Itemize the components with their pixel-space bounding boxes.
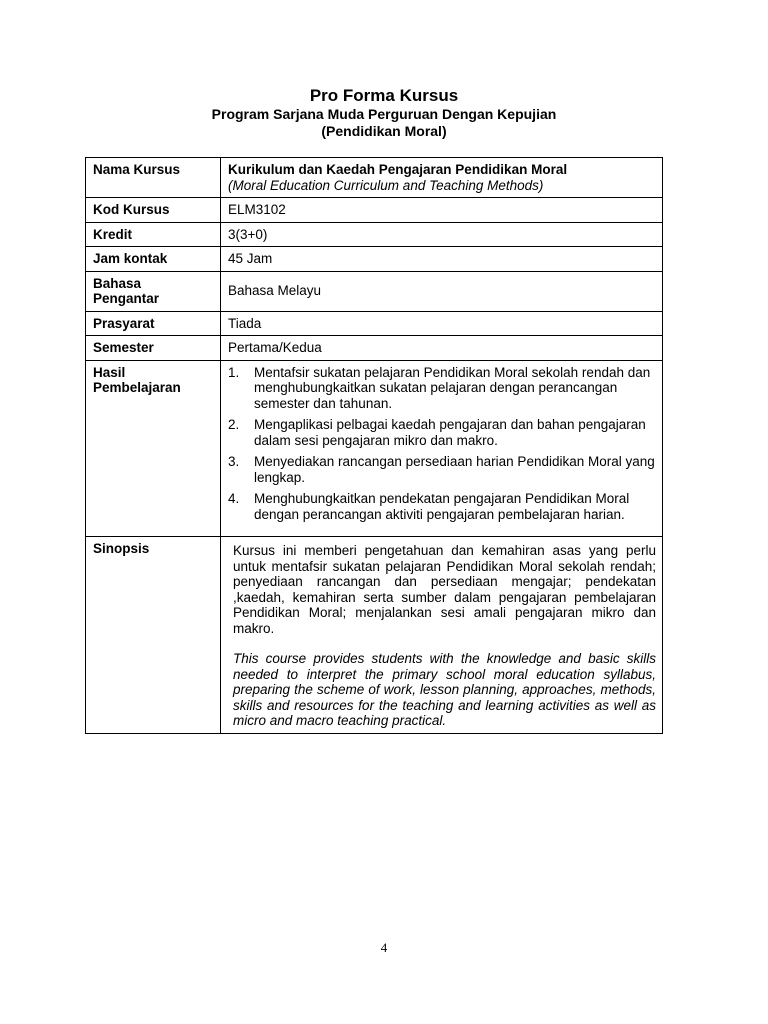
program-title: Program Sarjana Muda Perguruan Dengan Kepujian [211, 106, 557, 122]
value-bahasa-pengantar: Bahasa Melayu [221, 271, 663, 311]
row-semester [86, 336, 663, 361]
row-kod-kursus [86, 198, 663, 223]
label-hasil-line1: Hasil [93, 364, 126, 380]
page-number: 4 [380, 940, 388, 955]
document-header [0, 86, 768, 140]
row-jam-kontak [86, 247, 663, 272]
label-prasyarat: Prasyarat [86, 311, 221, 336]
learning-outcomes-list [228, 365, 655, 523]
list-item [228, 454, 655, 485]
outcome-text: Menyediakan rancangan persediaan harian Pendidikan Moral yang lengkap. [254, 454, 655, 485]
label-jam-kontak: Jam kontak [86, 247, 221, 272]
label-kod-kursus: Kod Kursus [86, 198, 221, 223]
outcome-text: Menghubungkaitkan pendekatan pengajaran Pendidikan Moral dengan perancangan aktiviti pengajaran pembelajaran harian. [254, 491, 630, 522]
label-hasil-pembelajaran [86, 360, 221, 537]
value-jam-kontak: 45 Jam [221, 247, 663, 272]
outcome-number: 3. [228, 454, 240, 469]
row-sinopsis [86, 537, 663, 734]
label-bahasa-pengantar [86, 271, 221, 311]
outcome-text: Mentafsir sukatan pelajaran Pendidikan Moral sekolah rendah dan menghubungkaitkan sukatan pelajaran dengan perancangan semester dan tahunan. [254, 364, 651, 411]
course-name-english: (Moral Education Curriculum and Teaching Methods) [228, 177, 544, 193]
document-title: Pro Forma Kursus [309, 86, 459, 105]
label-bahasa-line1: Bahasa [93, 275, 142, 291]
label-semester: Semester [86, 336, 221, 361]
value-semester: Pertama/Kedua [221, 336, 663, 361]
program-specialization: (Pendidikan Moral) [321, 123, 447, 139]
value-sinopsis [221, 537, 663, 734]
label-sinopsis: Sinopsis [86, 537, 221, 734]
row-kredit [86, 222, 663, 247]
synopsis-english: This course provides students with the knowledge and basic skills needed to interpret the primary school moral education syllabus, preparing the scheme of work, lesson planning, approaches, methods, skills and resources for the teaching and learning activities as well as micro and macro teaching practical. [233, 651, 656, 728]
value-prasyarat: Tiada [221, 311, 663, 336]
outcome-number: 1. [228, 364, 240, 380]
outcome-number: 2. [228, 417, 240, 432]
outcome-text: Mengaplikasi pelbagai kaedah pengajaran dan bahan pengajaran dalam sesi pengajaran mikro dan makro. [254, 417, 646, 448]
synopsis-malay: Kursus ini memberi pengetahuan dan kemahiran asas yang perlu untuk mentafsir sukatan pelajaran Pendidikan Moral sekolah rendah; penyediaan rancangan dan persediaan mengajar; pendekatan ,kaedah, kemahiran serta sumber dalam pengajaran pembelajaran Pendidikan Moral; menjalankan sesi amali pengajaran mikro dan makro. [233, 543, 656, 636]
list-item [228, 365, 655, 412]
outcome-number: 4. [228, 491, 240, 506]
value-kredit: 3(3+0) [221, 222, 663, 247]
row-bahasa-pengantar [86, 271, 663, 311]
label-hasil-line2: Pembelajaran [93, 380, 181, 395]
list-item [228, 417, 655, 448]
label-bahasa-line2: Pengantar [93, 291, 160, 306]
label-kredit: Kredit [86, 222, 221, 247]
course-name-malay: Kurikulum dan Kaedah Pengajaran Pendidikan Moral [228, 162, 568, 177]
course-proforma-table [85, 157, 663, 734]
value-hasil-pembelajaran [221, 360, 663, 537]
list-item [228, 491, 655, 522]
row-hasil-pembelajaran [86, 360, 663, 537]
row-prasyarat [86, 311, 663, 336]
value-kod-kursus: ELM3102 [221, 198, 663, 223]
row-nama-kursus [86, 158, 663, 198]
label-nama-kursus: Nama Kursus [86, 158, 221, 198]
value-nama-kursus [221, 158, 663, 198]
